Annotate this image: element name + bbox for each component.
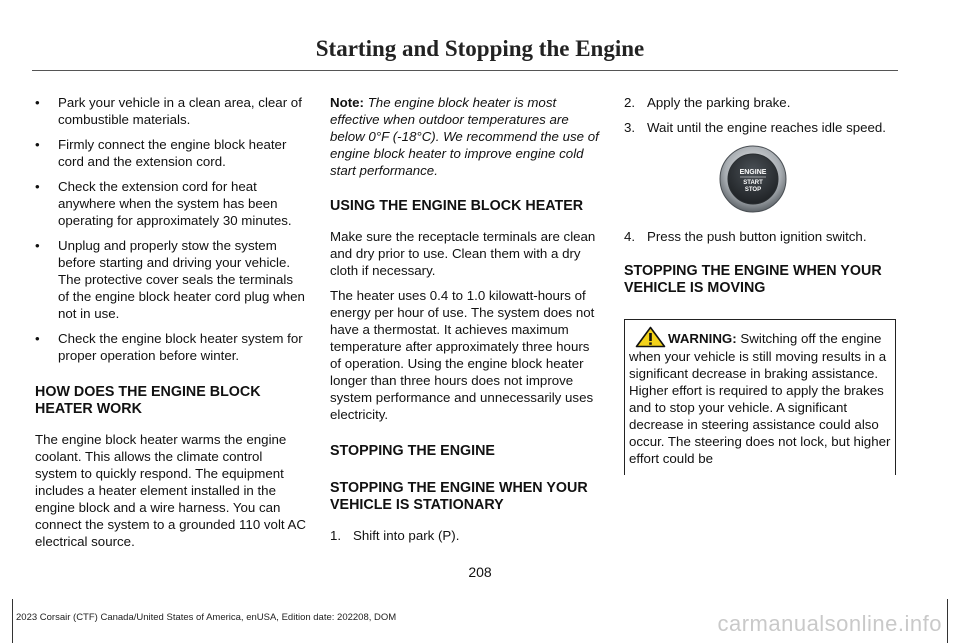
column-right — [624, 94, 896, 475]
page-title: Starting and Stopping the Engine — [315, 36, 645, 61]
column-left — [35, 94, 307, 558]
section-heading-stationary: STOPPING THE ENGINE WHEN YOUR VEHICLE IS STATIONARY — [330, 480, 588, 513]
section-heading-moving: STOPPING THE ENGINE WHEN YOUR VEHICLE IS MOVING — [624, 263, 882, 296]
button-label-engine: ENGINE — [739, 169, 767, 176]
bullet-list — [35, 94, 307, 364]
step-list — [624, 228, 896, 245]
list-item: 4. Press the push button ignition switch. — [624, 229, 867, 244]
bullet-icon: • — [35, 95, 40, 110]
bullet-icon: • — [35, 238, 40, 253]
page-corner-mark-left — [12, 599, 13, 643]
list-item: • Check the extension cord for heat anywhere when the system has been operating for approximately 30 minutes. — [35, 179, 292, 228]
list-item: 1. Shift into park (P). — [330, 528, 460, 543]
title-divider — [32, 70, 898, 71]
note-paragraph — [330, 94, 602, 179]
warning-label: WARNING: — [668, 331, 737, 346]
page-corner-mark-right — [947, 599, 948, 643]
step-list — [624, 94, 896, 136]
list-item: • Firmly connect the engine block heater cord and the extension cord. — [35, 137, 287, 169]
bullet-icon: • — [35, 179, 40, 194]
watermark: carmanualsonline.info — [717, 611, 942, 636]
warning-box — [624, 319, 896, 475]
list-item: 3. Wait until the engine reaches idle speed. — [624, 120, 886, 135]
warning-text: Switching off the engine when your vehicle is still moving results in a significant decrease in braking assistance. Higher effort is required to apply the brakes and to stop your vehicle. A significant decrease in steering assistance could also occur. The steering does not lock, but higher effort could be — [629, 331, 891, 466]
step-list — [330, 527, 602, 544]
list-item: • Check the engine block heater system for proper operation before winter. — [35, 331, 303, 363]
section-heading-using-heater: USING THE ENGINE BLOCK HEATER — [330, 198, 584, 214]
page-number: 208 — [468, 564, 492, 580]
footer-edition-info: 2023 Corsair (CTF) Canada/United States of America, enUSA, Edition date: 202208, DOM — [16, 612, 397, 623]
note-label: Note: — [330, 95, 364, 110]
warning-triangle-icon — [635, 326, 666, 348]
column-middle — [330, 94, 602, 552]
list-item: • Unplug and properly stow the system before starting and driving your vehicle. The protective cover seals the terminals of the engine block heater cord plug when not in use. — [35, 238, 305, 321]
list-item: • Park your vehicle in a clean area, clear of combustible materials. — [35, 95, 302, 127]
bullet-icon: • — [35, 331, 40, 346]
bullet-icon: • — [35, 137, 40, 152]
section-heading-stopping-engine: STOPPING THE ENGINE — [330, 443, 495, 459]
button-label-stop: STOP — [744, 187, 762, 193]
button-label-start: START — [743, 180, 763, 186]
list-item: 2. Apply the parking brake. — [624, 95, 791, 110]
note-text: The engine block heater is most effective when outdoor temperatures are below 0°F (-18°C). We recommend the use of engine block heater to improve engine cold start performance. — [330, 95, 599, 178]
start-stop-button-icon — [718, 144, 788, 214]
section-heading-how-heater-works: HOW DOES THE ENGINE BLOCK HEATER WORK — [35, 384, 261, 417]
body-paragraph: The engine block heater warms the engine coolant. This allows the climate control system to quickly respond. The equipment includes a heater element installed in the engine block and a wire harness. You can connect the system to a grounded 110 volt AC electrical source. — [35, 432, 307, 549]
body-paragraph: Make sure the receptacle terminals are clean and dry prior to use. Clean them with a dry cloth if necessary. — [330, 229, 596, 278]
body-paragraph: The heater uses 0.4 to 1.0 kilowatt-hours of energy per hour of use. The system does not have a thermostat. It achieves maximum temperature after approximately three hours of operation. Using the engine block heater longer than three hours does not improve system performance and unnecessarily uses electricity. — [330, 288, 595, 422]
